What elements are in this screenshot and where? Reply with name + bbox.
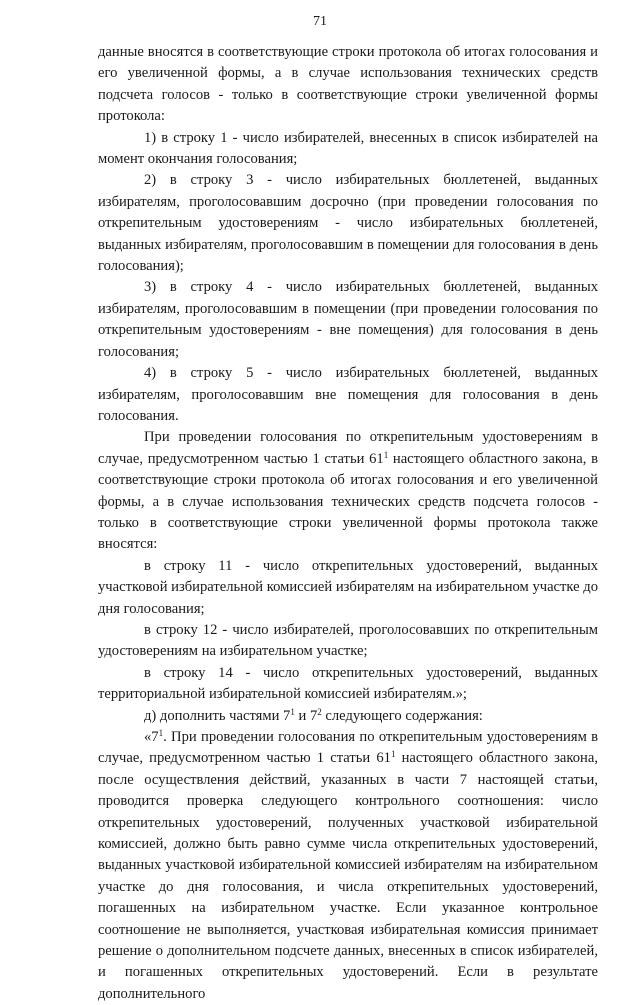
superscript: 2 (317, 706, 322, 717)
superscript: 1 (390, 749, 396, 760)
list-item-1: 1) в строку 1 - число избирателей, внесенных в список избирателей на момент окончания голосования; (98, 129, 598, 168)
superscript: 1 (290, 706, 295, 717)
page-number: 71 (313, 14, 327, 29)
line-item-11: в строку 11 - число открепительных удостоверений, выданных участковой избирательной комиссией избирателям на избирательном участке до дня голосования; (98, 557, 598, 617)
line-item-14: в строку 14 - число открепительных удостоверений, выданных территориальной избирательной комиссией избирателям.»; (98, 664, 598, 703)
paragraph-absentee-voting: При проведении голосования по открепительным удостоверениям в случае, предусмотренном частью 1 статьи $61^1$ настоящего областного закона, в соответствующие строки протокола об итогах голосования и его увеличенной формы, а в случае использования технических средств подсчета голосов - только в соответствующие строки увеличенной формы протокола также вносятся: (98, 429, 598, 553)
superscript: 1 (158, 728, 164, 738)
list-item-4: 4) в строку 5 - число избирательных бюллетеней, выданных избирателям, проголосовавшим вне помещения для голосования в день голосования. (98, 365, 598, 424)
document-body (98, 42, 598, 1005)
list-item-2: 2) в строку 3 - число избирательных бюллетеней, выданных избирателям, проголосовавшим досрочно (при проведении голосования по открепительным удостоверениям - число избирательных бюллетеней, выданных избирателям, проголосовавшим в помещении для голосования в день голосования); (98, 172, 598, 275)
amendment-d: д) дополнить частями $7^1$ и $7^2$ следующего содержания: (144, 706, 483, 724)
part-7-1-text: «$7^1$. При проведении голосования по открепительным удостоверениям в случае, предусмотренном частью 1 статьи $61^1$ настоящего областного закона, после осуществления действий, указанных в части 7 настоящей статьи, проводится проверка следующего контрольного соотношения: число открепительных удостоверений, полученных участковой избирательной комиссией, должно быть равно сумме числа открепительных удостоверений, выданных участковой избирательной комиссией избирателям на избирательном участке до дня голосования, и числа открепительных удостоверений, погашенных на избирательном участке. Если указанное контрольное соотношение не выполняется, участковая избирательная комиссия принимает решение о дополнительном подсчете данных, внесенных в список избирателей, и погашенных открепительных удостоверений. Если в результате дополнительного (98, 728, 598, 1002)
paragraph-intro: данные вносятся в соответствующие строки протокола об итогах голосования и его увеличенной формы, а в случае использования технических средств подсчета голосов - только в соответствующие строки увеличенной формы протокола: (98, 44, 598, 125)
line-item-12: в строку 12 - число избирателей, проголосовавших по открепительным удостоверениям на избирательном участке; (98, 621, 598, 660)
superscript: 1 (383, 449, 389, 460)
list-item-3: 3) в строку 4 - число избирательных бюллетеней, выданных избирателям, проголосовавшим в помещении (при проведении голосования по открепительным удостоверениям - вне помещения) для голосования в день голосования; (98, 279, 598, 360)
